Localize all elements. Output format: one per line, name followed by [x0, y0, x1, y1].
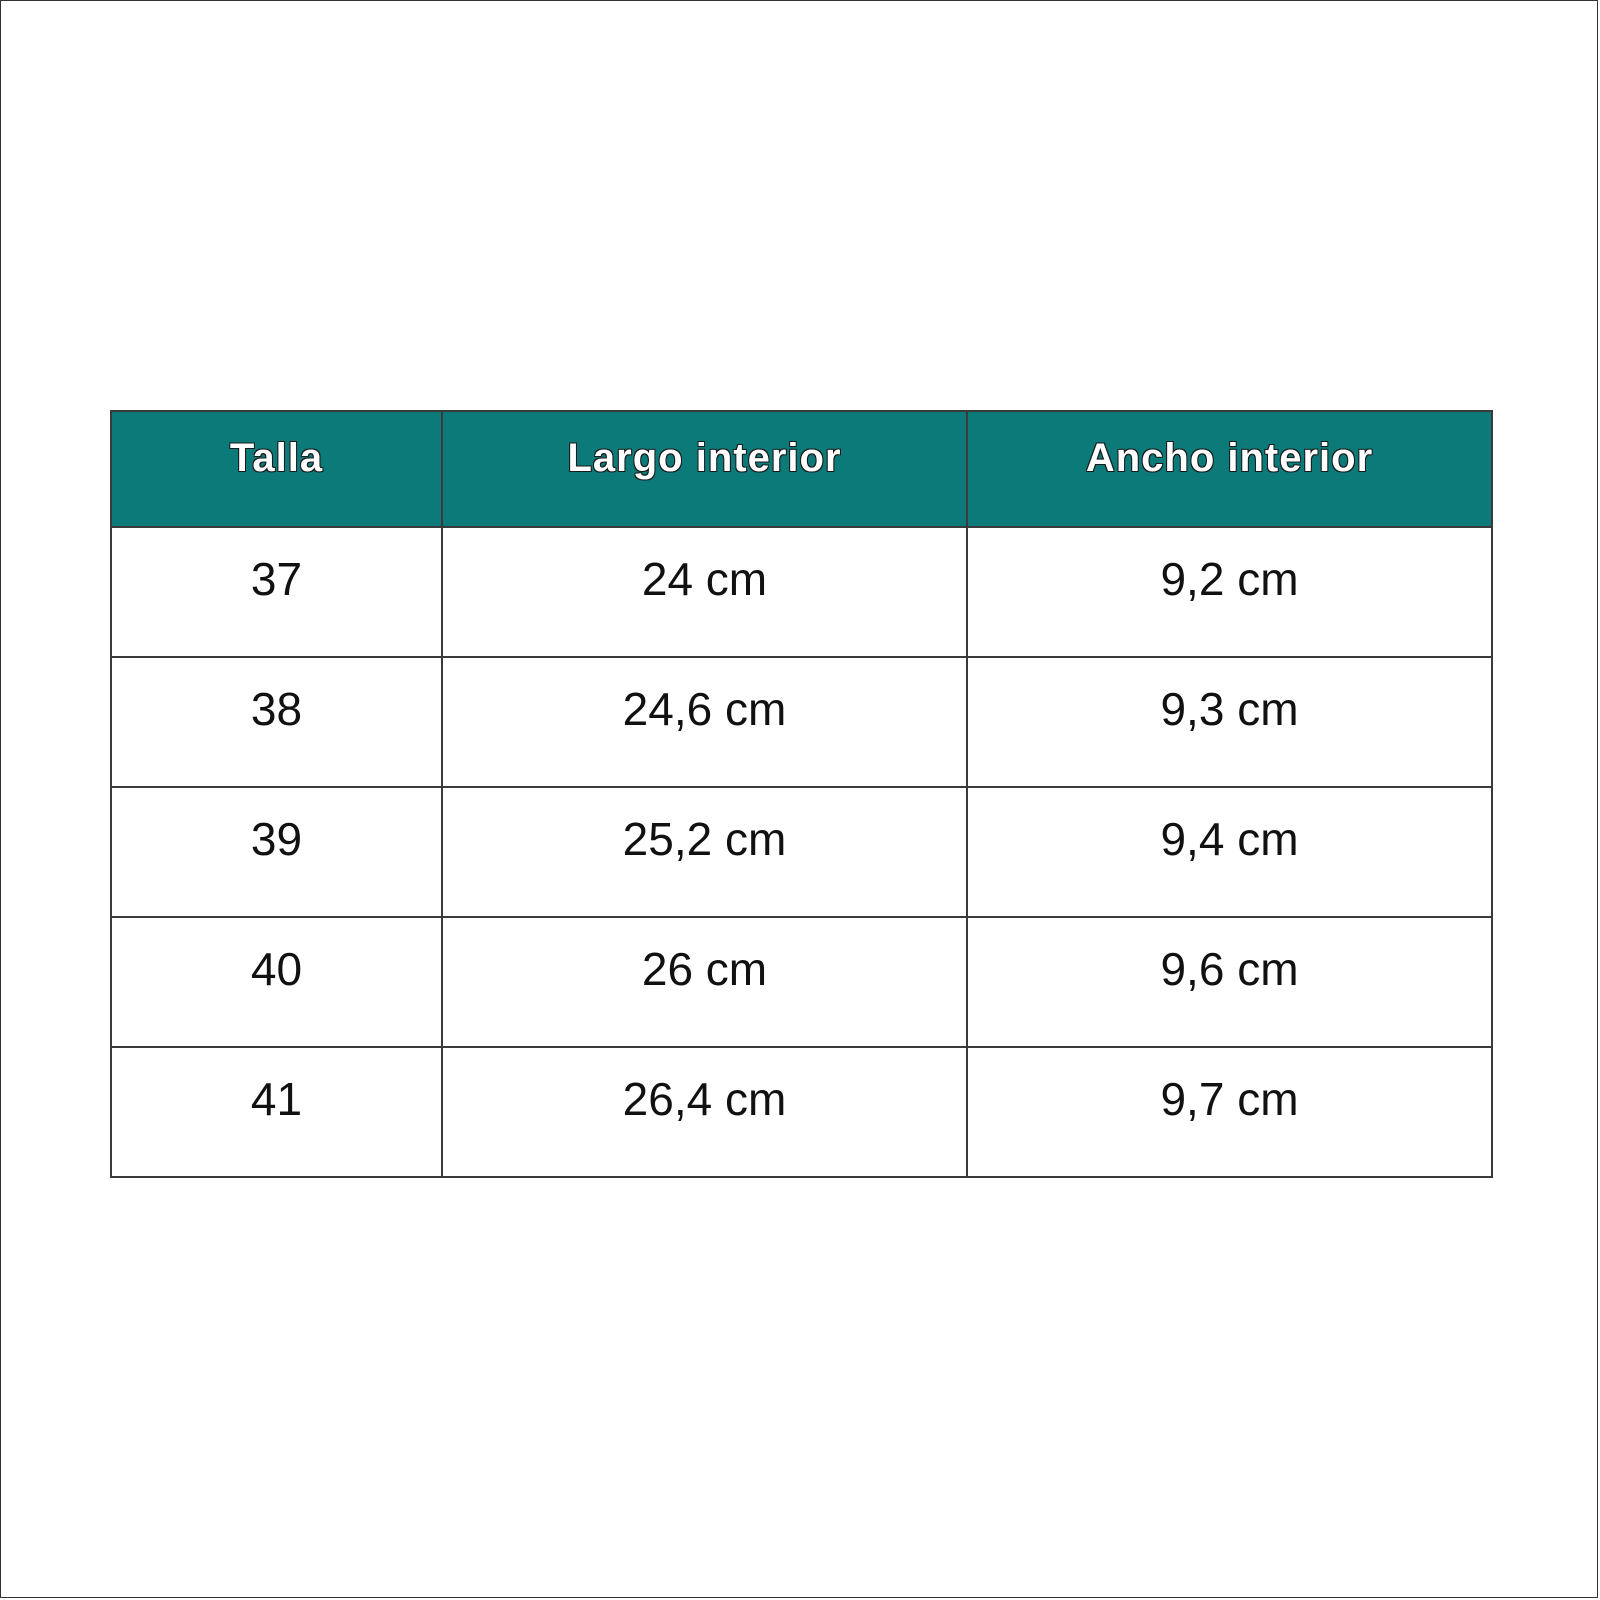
table-header	[111, 411, 1492, 527]
table-row	[111, 657, 1492, 787]
header-row	[111, 411, 1492, 527]
table-row	[111, 527, 1492, 657]
cell-largo: 25,2 cm	[442, 787, 967, 917]
cell-talla: 38	[111, 657, 442, 787]
table-body	[111, 527, 1492, 1177]
cell-talla: 37	[111, 527, 442, 657]
cell-ancho: 9,2 cm	[967, 527, 1492, 657]
cell-ancho: 9,4 cm	[967, 787, 1492, 917]
cell-largo: 24,6 cm	[442, 657, 967, 787]
size-table	[110, 410, 1493, 1178]
header-largo-interior: Largo interior	[442, 411, 967, 527]
cell-talla: 40	[111, 917, 442, 1047]
cell-largo: 24 cm	[442, 527, 967, 657]
table-row	[111, 787, 1492, 917]
cell-largo: 26,4 cm	[442, 1047, 967, 1177]
table-row	[111, 1047, 1492, 1177]
cell-ancho: 9,7 cm	[967, 1047, 1492, 1177]
header-talla: Talla	[111, 411, 442, 527]
cell-ancho: 9,3 cm	[967, 657, 1492, 787]
cell-talla: 39	[111, 787, 442, 917]
cell-ancho: 9,6 cm	[967, 917, 1492, 1047]
table-row	[111, 917, 1492, 1047]
header-ancho-interior: Ancho interior	[967, 411, 1492, 527]
cell-largo: 26 cm	[442, 917, 967, 1047]
cell-talla: 41	[111, 1047, 442, 1177]
